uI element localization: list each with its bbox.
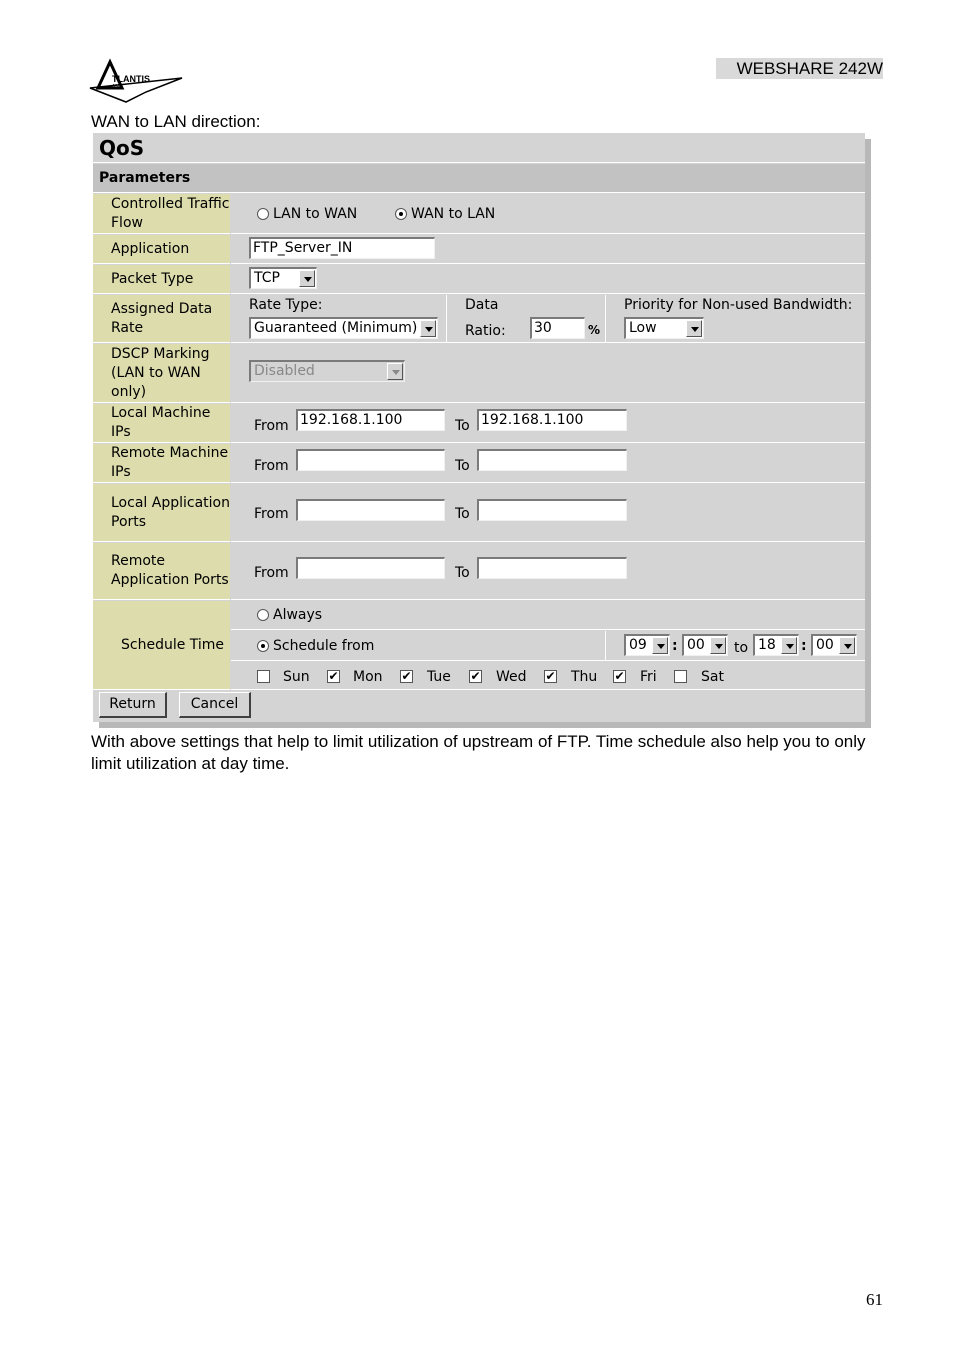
day-checkbox-fri[interactable]: ✔ (614, 669, 625, 683)
local-ips-row (231, 404, 865, 443)
remote-ip-from-input[interactable] (296, 449, 445, 471)
day-label: Thu (571, 669, 598, 685)
chevron-down-icon (781, 637, 797, 654)
from-label: From (254, 565, 289, 581)
packet-type-value: TCP (254, 270, 280, 286)
schedule-from-label: Schedule from (273, 638, 375, 654)
divider (605, 631, 606, 661)
colon: : (801, 638, 807, 654)
product-name: WEBSHARE 242W (716, 58, 883, 79)
end-hour-select[interactable] (753, 634, 799, 656)
day-checkbox-thu[interactable]: ✔ (545, 669, 556, 683)
from-label: From (254, 506, 289, 522)
chevron-down-icon (710, 637, 726, 654)
page-number: 61 (866, 1290, 883, 1309)
data-rate-label: Assigned Data Rate (93, 295, 230, 343)
priority-value: Low (629, 320, 657, 336)
data-label: Data (465, 297, 499, 313)
end-minute-select[interactable] (811, 634, 857, 656)
day-checkbox-tue[interactable]: ✔ (401, 669, 412, 683)
day-checkbox-wed[interactable]: ✔ (470, 669, 481, 683)
local-port-to-input[interactable] (477, 499, 627, 521)
local-ports-row (231, 484, 865, 542)
priority-select[interactable] (624, 317, 704, 339)
packet-type-row (231, 265, 865, 294)
colon: : (672, 638, 678, 654)
packet-type-select[interactable] (249, 267, 317, 289)
start-minute-select[interactable] (682, 634, 728, 656)
to-label: To (455, 418, 470, 434)
day-label: Mon (353, 669, 383, 685)
wan-to-lan-label: WAN to LAN (411, 206, 496, 222)
chevron-down-icon (387, 363, 403, 380)
chevron-down-icon (839, 637, 855, 654)
schedule-from-radio[interactable] (257, 640, 269, 652)
day-checkbox-sun[interactable] (257, 670, 270, 683)
start-hour-value: 09 (629, 637, 647, 653)
local-port-from-input[interactable] (296, 499, 445, 521)
day-label: Sun (283, 669, 310, 685)
packet-type-label: Packet Type (93, 265, 230, 294)
panel-title: QoS (93, 133, 865, 163)
chevron-down-icon (420, 320, 436, 337)
priority-label: Priority for Non-used Bandwidth: (624, 297, 853, 313)
day-checkbox-sat[interactable] (674, 670, 687, 683)
application-label: Application (93, 235, 230, 264)
to-label: to (734, 640, 749, 656)
remote-ip-to-input[interactable] (477, 449, 627, 471)
day-checkbox-mon[interactable]: ✔ (328, 669, 339, 683)
to-label: To (455, 565, 470, 581)
atlantis-logo-icon (86, 58, 186, 104)
traffic-flow-row (231, 194, 865, 234)
wan-to-lan-radio[interactable] (395, 208, 407, 220)
ratio-input[interactable]: 30 (530, 317, 585, 339)
svg-text:TLANTIS: TLANTIS (112, 74, 150, 84)
rate-type-select[interactable] (249, 317, 438, 339)
dscp-row (231, 344, 865, 403)
dscp-select[interactable] (249, 360, 405, 382)
day-label: Sat (701, 669, 724, 685)
svg-text:AND: AND (112, 84, 123, 90)
remote-port-to-input[interactable] (477, 557, 627, 579)
footer-text: With above settings that help to limit utilization of upstream of FTP. Time schedule also help you to only limit utilization at day time. (91, 732, 866, 773)
rate-type-value: Guaranteed (Minimum) (254, 320, 418, 336)
section-header: Parameters (93, 164, 865, 193)
day-label: Tue (427, 669, 451, 685)
lan-to-wan-radio[interactable] (257, 208, 269, 220)
end-minute-value: 00 (816, 637, 834, 653)
traffic-flow-label: Controlled Traffic Flow (93, 194, 230, 234)
lan-to-wan-label: LAN to WAN (273, 206, 358, 222)
remote-port-from-input[interactable] (296, 557, 445, 579)
remote-ports-label: Remote Application Ports (93, 543, 230, 600)
dscp-label: DSCP Marking (LAN to WAN only) (93, 344, 230, 403)
chevron-down-icon (299, 270, 315, 287)
from-label: From (254, 418, 289, 434)
start-minute-value: 00 (687, 637, 705, 653)
day-label: Fri (640, 669, 657, 685)
application-input[interactable]: FTP_Server_IN (249, 237, 435, 259)
schedule-days-row (231, 662, 865, 690)
cancel-button[interactable]: Cancel (179, 692, 251, 718)
schedule-always-row (231, 601, 865, 630)
local-ip-to-input[interactable]: 192.168.1.100 (477, 409, 627, 431)
rate-type-label: Rate Type: (249, 297, 323, 313)
chevron-down-icon (686, 320, 702, 337)
to-label: To (455, 506, 470, 522)
start-hour-select[interactable] (624, 634, 670, 656)
qos-panel (93, 133, 865, 722)
schedule-label: Schedule Time (93, 601, 230, 690)
remote-ports-row (231, 543, 865, 600)
from-label: From (254, 458, 289, 474)
local-ports-label: Local Application Ports (93, 484, 230, 542)
to-label: To (455, 458, 470, 474)
remote-ips-label: Remote Machine IPs (93, 444, 230, 483)
remote-ips-row (231, 444, 865, 483)
local-ips-label: Local Machine IPs (93, 404, 230, 443)
return-button[interactable]: Return (99, 692, 167, 718)
application-row (231, 235, 865, 264)
percent-sign: % (588, 323, 601, 337)
end-hour-value: 18 (758, 637, 776, 653)
local-ip-from-input[interactable]: 192.168.1.100 (296, 409, 445, 431)
ratio-label: Ratio: (465, 323, 506, 339)
always-label: Always (273, 607, 323, 623)
dscp-value: Disabled (254, 363, 315, 379)
divider (605, 295, 606, 343)
schedule-from-row (231, 631, 865, 661)
always-radio[interactable] (257, 609, 269, 621)
day-label: Wed (496, 669, 527, 685)
data-rate-row (231, 295, 865, 343)
divider (446, 295, 447, 343)
chevron-down-icon (652, 637, 668, 654)
caption: WAN to LAN direction: (91, 112, 261, 131)
